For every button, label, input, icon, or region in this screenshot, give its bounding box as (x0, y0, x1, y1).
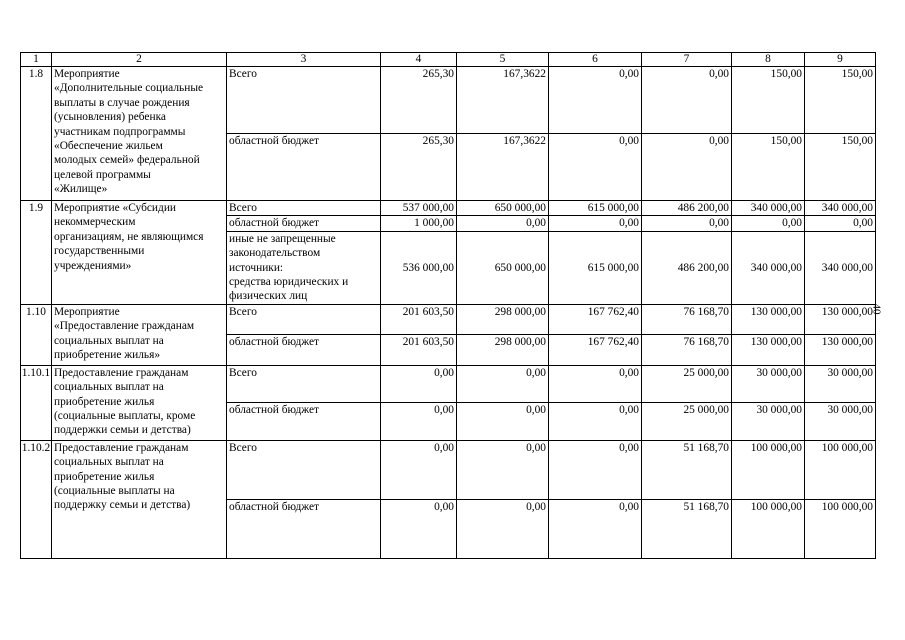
table-row (21, 67, 876, 134)
value-cell: 51 168,70 (642, 499, 732, 558)
value-cell: 51 168,70 (642, 440, 732, 499)
budget-table (20, 52, 876, 559)
value-cell: 30 000,00 (732, 403, 805, 441)
source-label: Всего (227, 67, 381, 134)
value-cell: 340 000,00 (805, 231, 876, 304)
value-cell: 0,00 (549, 365, 642, 403)
value-cell: 486 200,00 (642, 201, 732, 216)
value-cell: 0,00 (642, 67, 732, 134)
value-cell: 615 000,00 (549, 201, 642, 216)
value-cell: 0,00 (381, 365, 457, 403)
value-cell: 100 000,00 (732, 440, 805, 499)
value-cell: 130 000,00 (805, 304, 876, 335)
row-title: Предоставление гражданам социальных выплат на приобретение жилья (социальные выплаты на поддержку семьи и детства) (52, 440, 227, 558)
row-number: 1.8 (21, 67, 52, 201)
value-cell: 30 000,00 (805, 403, 876, 441)
value-cell: 130 000,00 (732, 335, 805, 366)
value-cell: 340 000,00 (732, 231, 805, 304)
value-cell: 298 000,00 (457, 335, 549, 366)
value-cell: 0,00 (642, 134, 732, 201)
value-cell: 76 168,70 (642, 304, 732, 335)
value-cell: 0,00 (642, 216, 732, 231)
row-number: 1.9 (21, 201, 52, 305)
value-cell: 486 200,00 (642, 231, 732, 304)
value-cell: 100 000,00 (732, 499, 805, 558)
table-row (21, 304, 876, 335)
value-cell: 25 000,00 (642, 365, 732, 403)
source-label: Всего (227, 304, 381, 335)
header-cell: 5 (457, 53, 549, 67)
value-cell: 0,00 (549, 440, 642, 499)
header-cell: 3 (227, 53, 381, 67)
row-number: 1.10.2 (21, 440, 52, 558)
header-cell: 4 (381, 53, 457, 67)
value-cell: 167,3622 (457, 134, 549, 201)
value-cell: 0,00 (549, 216, 642, 231)
source-label: областной бюджет (227, 403, 381, 441)
source-label: областной бюджет (227, 335, 381, 366)
value-cell: 650 000,00 (457, 201, 549, 216)
value-cell: 30 000,00 (805, 365, 876, 403)
value-cell: 130 000,00 (732, 304, 805, 335)
table-row (21, 365, 876, 403)
value-cell: 0,00 (381, 440, 457, 499)
value-cell: 130 000,00 (805, 335, 876, 366)
header-cell: 1 (21, 53, 52, 67)
source-label: областной бюджет (227, 134, 381, 201)
value-cell: 0,00 (549, 134, 642, 201)
value-cell: 650 000,00 (457, 231, 549, 304)
header-row (21, 53, 876, 67)
value-cell: 298 000,00 (457, 304, 549, 335)
value-cell: 0,00 (457, 365, 549, 403)
value-cell: 167 762,40 (549, 304, 642, 335)
source-label: Всего (227, 440, 381, 499)
value-cell: 0,00 (457, 216, 549, 231)
value-cell: 100 000,00 (805, 499, 876, 558)
value-cell: 0,00 (457, 499, 549, 558)
value-cell: 340 000,00 (732, 201, 805, 216)
header-cell: 6 (549, 53, 642, 67)
value-cell: 25 000,00 (642, 403, 732, 441)
value-cell: 201 603,50 (381, 304, 457, 335)
value-cell: 201 603,50 (381, 335, 457, 366)
value-cell: 0,00 (549, 499, 642, 558)
value-cell: 0,00 (457, 440, 549, 499)
value-cell: 265,30 (381, 134, 457, 201)
value-cell: 340 000,00 (805, 201, 876, 216)
row-title: Мероприятие «Субсидии некоммерческим организациям, не являющимся государственными учреждениями» (52, 201, 227, 305)
value-cell: 150,00 (805, 134, 876, 201)
value-cell: 615 000,00 (549, 231, 642, 304)
value-cell: 0,00 (457, 403, 549, 441)
table-row (21, 440, 876, 499)
value-cell: 150,00 (805, 67, 876, 134)
value-cell: 0,00 (549, 403, 642, 441)
value-cell: 150,00 (732, 134, 805, 201)
value-cell: 167 762,40 (549, 335, 642, 366)
value-cell: 1 000,00 (381, 216, 457, 231)
source-label: областной бюджет (227, 499, 381, 558)
row-title: Мероприятие «Предоставление гражданам социальных выплат на приобретение жилья» (52, 304, 227, 365)
value-cell: 0,00 (732, 216, 805, 231)
row-number: 1.10 (21, 304, 52, 365)
header-cell: 9 (805, 53, 876, 67)
table-row (21, 201, 876, 216)
row-title: Мероприятие «Дополнительные социальные выплаты в случае рождения (усыновления) ребенка участникам подпрограммы «Обеспечение жильем молодых семей» федеральной целевой программы «Жилище» (52, 67, 227, 201)
source-label: областной бюджет (227, 216, 381, 231)
value-cell: 265,30 (381, 67, 457, 134)
value-cell: 150,00 (732, 67, 805, 134)
source-label: Всего (227, 365, 381, 403)
header-cell: 7 (642, 53, 732, 67)
value-cell: 100 000,00 (805, 440, 876, 499)
value-cell: 30 000,00 (732, 365, 805, 403)
value-cell: 537 000,00 (381, 201, 457, 216)
value-cell: 76 168,70 (642, 335, 732, 366)
value-cell: 167,3622 (457, 67, 549, 134)
value-cell: 0,00 (381, 499, 457, 558)
value-cell: 0,00 (805, 216, 876, 231)
header-cell: 2 (52, 53, 227, 67)
header-cell: 8 (732, 53, 805, 67)
value-cell: 0,00 (549, 67, 642, 134)
source-label: Всего (227, 201, 381, 216)
source-label: иные не запрещенные законодательством источники: средства юридических и физических лиц (227, 231, 381, 304)
value-cell: 0,00 (381, 403, 457, 441)
row-number: 1.10.1 (21, 365, 52, 440)
page-number: 40 (870, 303, 883, 315)
row-title: Предоставление гражданам социальных выплат на приобретение жилья (социальные выплаты, кроме поддержки семьи и детства) (52, 365, 227, 440)
value-cell: 536 000,00 (381, 231, 457, 304)
